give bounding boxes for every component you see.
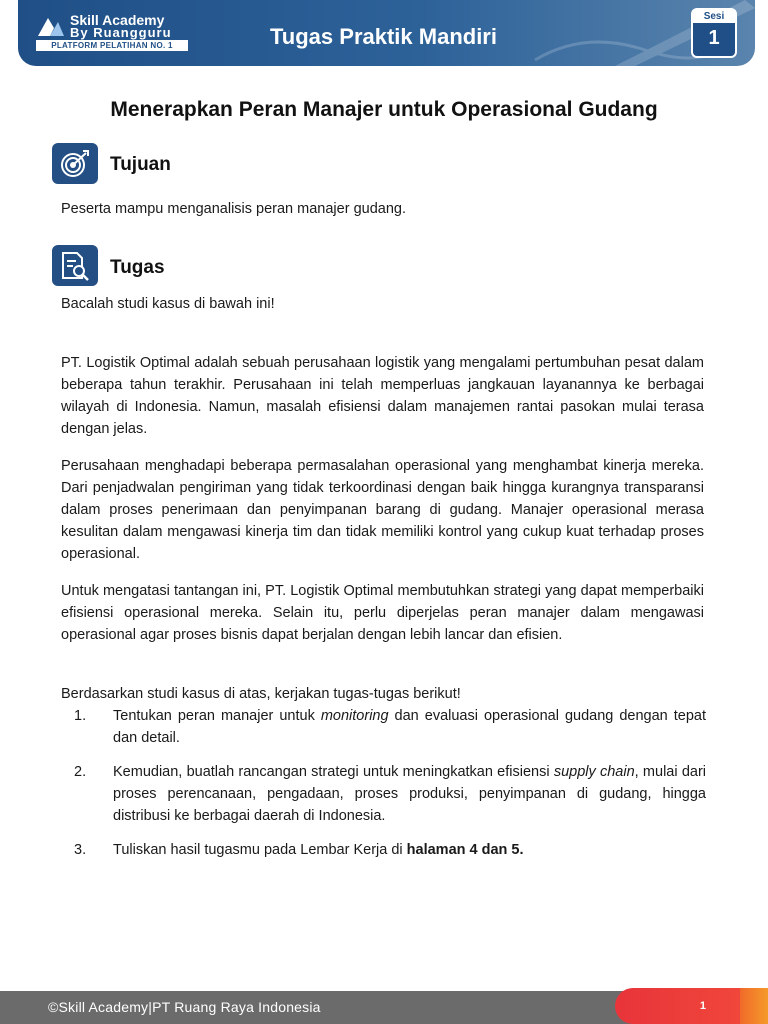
page-number: 1 <box>699 1000 706 1012</box>
header-title: Tugas Praktik Mandiri <box>270 24 497 49</box>
list-item <box>61 839 706 861</box>
task-strong: halaman 4 dan 5. <box>406 842 524 858</box>
task-list <box>61 705 706 861</box>
target-icon <box>52 143 98 184</box>
session-badge <box>691 8 737 58</box>
footer-stripe <box>740 988 768 1024</box>
logo-title: Skill Academy <box>70 12 165 28</box>
task-intro: Berdasarkan studi kasus di atas, kerjakan tugas-tugas berikut! <box>61 686 461 702</box>
section-heading-tugas: Tugas <box>110 257 165 278</box>
tujuan-text: Peserta mampu menganalisis peran manajer gudang. <box>61 201 406 217</box>
task-text: dan evaluasi operasional gudang dengan tepat dan detail. <box>113 708 706 746</box>
session-label: Sesi <box>693 10 735 23</box>
case-paragraph: PT. Logistik Optimal adalah sebuah perusahaan logistik yang mengalami pertumbuhan pesat dalam beberapa tahun terakhir. Perusahaan ini telah memperluas jangkauan layanannya ke berbagai wilayah di Indonesia. Namun, masalah efisiensi dalam manajemen rantai pasokan mulai terasa dengan jelas. <box>61 355 704 437</box>
list-number: 2. <box>74 764 87 780</box>
page-number-badge <box>615 988 740 1024</box>
case-paragraph: Untuk mengatasi tantangan ini, PT. Logistik Optimal membutuhkan strategi yang dapat memperbaiki efisiensi operasional mereka. Selain itu, perlu diperjelas peran manajer dalam mengawasi operasional agar proses bisnis dapat berjalan dengan lebih lancar dan efisien. <box>61 583 704 643</box>
logo-subtitle: By Ruangguru <box>70 25 172 40</box>
task-text: Tuliskan hasil tugasmu pada Lembar Kerja di <box>113 842 407 858</box>
logo-tagline: PLATFORM PELATIHAN NO. 1 <box>36 40 188 51</box>
session-number: 1 <box>708 27 720 49</box>
document-search-icon <box>52 245 98 286</box>
tugas-intro: Bacalah studi kasus di bawah ini! <box>61 296 275 312</box>
task-emphasis: monitoring <box>320 708 389 724</box>
document-title: Menerapkan Peran Manajer untuk Operasional Gudang <box>110 98 658 121</box>
list-number: 1. <box>74 708 87 724</box>
skill-academy-logo <box>36 12 206 52</box>
task-text: Kemudian, buatlah rancangan strategi untuk meningkatkan efisiensi <box>113 764 554 780</box>
case-paragraph: Perusahaan menghadapi beberapa permasalahan operasional yang menghambat kinerja mereka. Dari penjadwalan pengiriman yang tidak terkoordinasi dengan baik hingga kurangnya transparansi dalam proses penerimaan dan penyimpanan barang di gudang. Manajer operasional merasa kesulitan dalam mengawasi kinerja tim dan tidak memiliki kontrol yang cukup kuat terhadap proses operasional. <box>61 458 704 562</box>
page-header <box>18 0 755 66</box>
section-heading-tujuan: Tujuan <box>110 154 171 175</box>
list-number: 3. <box>74 842 87 858</box>
list-item <box>61 705 706 749</box>
task-text: Tentukan peran manajer untuk <box>113 708 321 724</box>
footer-copyright: ©Skill Academy|PT Ruang Raya Indonesia <box>48 999 321 1015</box>
logo-mark-icon <box>36 14 66 38</box>
page-footer <box>0 991 768 1024</box>
task-text: , mulai dari proses perencanaan, pengadaan, proses produksi, penyimpanan di gudang, hingga distribusi ke berbagai daerah di Indonesia. <box>113 764 707 824</box>
list-item <box>61 761 706 827</box>
task-emphasis: supply chain <box>553 764 635 780</box>
